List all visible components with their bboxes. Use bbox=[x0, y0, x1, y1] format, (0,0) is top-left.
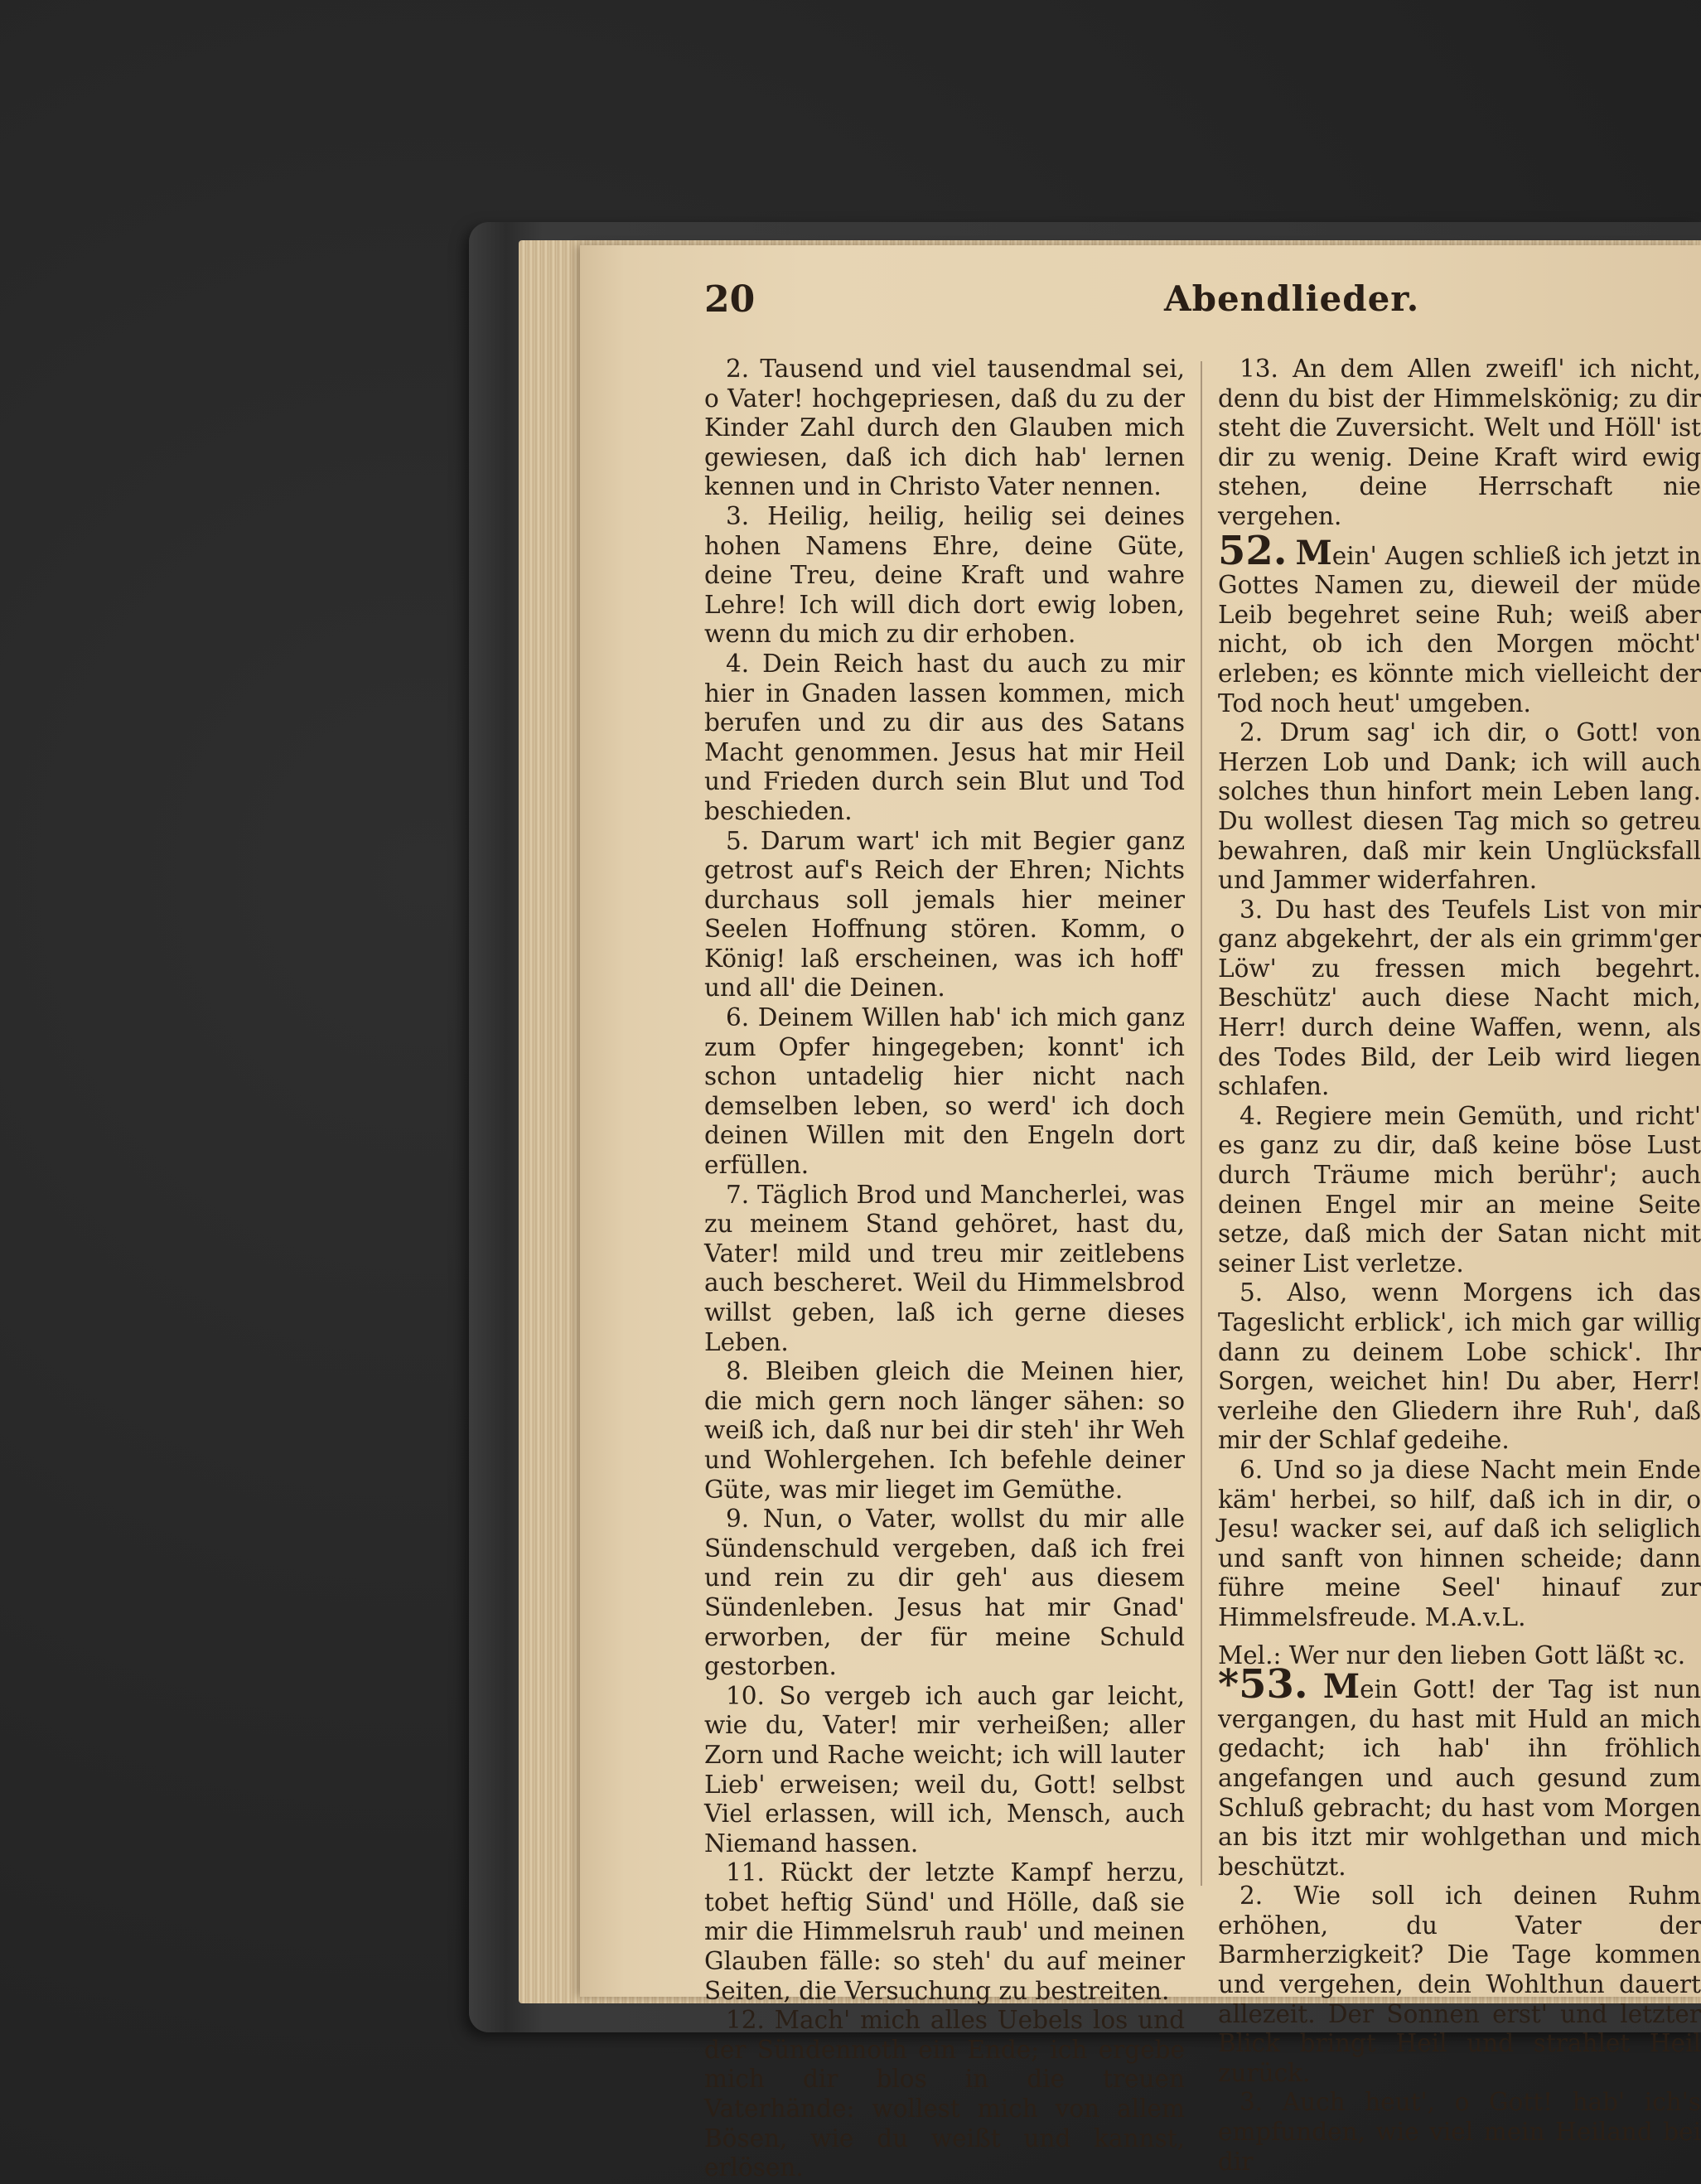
hymn-52-verse-3: 3. Du hast des Teufels List von mir ganz abgekehrt, der als ein grimm'ger Löw' zu fressen mich begehrt. Beschütz' auch diese Nacht mich, Herr! durch deine Waffen, wenn, als des Todes Bild, der Leib wird liegen schlafen. bbox=[1218, 895, 1701, 1101]
verse-13: 13. An dem Allen zweifl' ich nicht, denn du bist der Himmelskönig; zu dir steht die Zuversicht. Welt und Höll' ist dir zu wenig. Deine Kraft wird ewig stehen, deine Herrschaft nie vergehen. bbox=[1218, 355, 1701, 530]
hymn-52-verse-4: 4. Regiere mein Gemüth, und richt' es ganz zu dir, daß keine böse Lust durch Träume mich berühr'; auch deinen Engel mir an meine Seite setze, daß mich der Satan nicht mit seiner List verletze. bbox=[1218, 1101, 1701, 1278]
page-number: 20 bbox=[704, 278, 756, 321]
hymn-53-verse-3: 3. Auch heut', o Gott! hab' ich's empfunden, wie viel mein Heiland bei dir bbox=[1218, 2088, 1701, 2176]
hymn-52-verse-5: 5. Also, wenn Morgens ich das Tageslicht erblick', ich mich gar willig dann zu deinem Lobe schick'. Ihr Sorgen, weichet hin! Du aber, Herr! verleihe den Gliedern ihre Ruh', daß mir der Schlaf gedeihe. bbox=[1218, 1278, 1701, 1455]
verse-5: 5. Darum wart' ich mit Begier ganz getrost auf's Reich der Ehren; Nichts durchaus soll jemals hier meiner Seelen Hoffnung stören. Komm, o König! laß erscheinen, was ich hoff' und all' die Deinen. bbox=[704, 826, 1185, 1003]
hymn-53-initial: M bbox=[1322, 1667, 1360, 1707]
left-column bbox=[704, 355, 1185, 2183]
hymn-52-initial: M bbox=[1295, 533, 1332, 573]
running-head: Abendlieder. bbox=[1164, 278, 1420, 319]
hymn-number-53: *53. bbox=[1218, 1661, 1308, 1708]
verse-3: 3. Heilig, heilig, heilig sei deines hohen Namens Ehre, deine Güte, deine Treu, deine Kraft und wahre Lehre! Ich will dich dort ewig loben, wenn du mich zu dir erhoben. bbox=[704, 501, 1185, 649]
hymn-53-first-verse bbox=[1218, 1661, 1701, 1882]
hymn-53-verse-2: 2. Wie soll ich deinen Ruhm erhöhen, du Vater der Barmherzigkeit? Die Tage kommen und vergehen, dein Wohlthun dauert allezeit. Der Sonnen erst' und letzter Blick bringt Heil und strahlet Heil zurück. bbox=[1218, 1882, 1701, 2087]
hymn-52-first-text: ein' Augen schließ ich jetzt in Gottes Namen zu, dieweil der müde Leib begehret seine Ruh; weiß aber nicht, ob ich den Morgen möcht' erleben; es könnte mich vielleicht der Tod noch heut' umgeben. bbox=[1218, 541, 1701, 718]
verse-11: 11. Rückt der letzte Kampf herzu, tobet heftig Sünd' und Hölle, daß sie mir die Himmelsruh raub' und meinen Glauben fälle: so steh' du auf meiner Seiten, die Versuchung zu bestreiten. bbox=[704, 1858, 1185, 2005]
hymn-53-first-text: ein Gott! der Tag ist nun vergangen, du hast mit Huld an mich gedacht; ich hab' ihn fröhlich angefangen und auch gesund zum Schluß gebracht; du hast vom Morgen an bis itzt mir wohlgethan und mich beschützt. bbox=[1218, 1675, 1701, 1881]
book-page bbox=[580, 245, 1701, 2182]
right-column bbox=[1218, 355, 1701, 2177]
column-divider bbox=[1201, 361, 1202, 1886]
verse-12: 12. Mach' mich alles Uebels los und der Sündennoth ein Ende; ich ergebe mich dir blos in die treuen Vaterhände: wollest mich von allem Bösen, wie du weißt und kannst, erlösen. bbox=[704, 2006, 1185, 2182]
verse-2: 2. Tausend und viel tausendmal sei, o Vater! hochgepriesen, daß du zu der Kinder Zahl durch den Glauben mich gewiesen, daß ich dich hab' lernen kennen und in Christo Vater nennen. bbox=[704, 355, 1185, 501]
verse-7: 7. Täglich Brod und Mancherlei, was zu meinem Stand gehöret, hast du, Vater! mild und treu mir zeitlebens auch bescheret. Weil du Himmelsbrod willst geben, laß ich gerne dieses Leben. bbox=[704, 1180, 1185, 1356]
verse-8: 8. Bleiben gleich die Meinen hier, die mich gern noch länger sähen: so weiß ich, daß nur bei dir steh' ihr Weh und Wohlergehen. Ich befehle deiner Güte, was mir lieget im Gemüthe. bbox=[704, 1357, 1185, 1504]
page-content bbox=[704, 278, 1701, 2182]
verse-6: 6. Deinem Willen hab' ich mich ganz zum Opfer hingegeben; konnt' ich schon untadelig hier nicht nach demselben leben, so werd' ich doch deinen Willen mit den Engeln dort erfüllen. bbox=[704, 1003, 1185, 1180]
verse-9: 9. Nun, o Vater, wollst du mir alle Sündenschuld vergeben, daß ich frei und rein zu dir geh' aus diesem Sündenleben. Jesus hat mir Gnad' erworben, der für meine Schuld gestorben. bbox=[704, 1505, 1185, 1681]
hymn-52-verse-2: 2. Drum sag' ich dir, o Gott! von Herzen Lob und Dank; ich will auch solches thun hinfort mein Leben lang. Du wollest diesen Tag mich so getreu bewahren, daß mir kein Unglücksfall und Jammer widerfahren. bbox=[1218, 718, 1701, 895]
melody-line: Mel.: Wer nur den lieben Gott läßt ꝛc. bbox=[1218, 1640, 1686, 1669]
verse-4: 4. Dein Reich hast du auch zu mir hier in Gnaden lassen kommen, mich berufen und zu dir aus des Satans Macht genommen. Jesus hat mir Heil und Frieden durch sein Blut und Tod beschieden. bbox=[704, 649, 1185, 825]
hymn-52-verse-6: 6. Und so ja diese Nacht mein Ende käm' herbei, so hilf, daß ich in dir, o Jesu! wacker sei, auf daß ich seliglich und sanft von hinnen scheide; dann führe meine Seel' hinauf zur Himmelsfreude. M.A.v.L. bbox=[1218, 1455, 1701, 1631]
hymn-number-52: 52. bbox=[1218, 527, 1288, 574]
page-header bbox=[704, 278, 1701, 328]
verse-10: 10. So vergeb ich auch gar leicht, wie du, Vater! mir verheißen; aller Zorn und Rache weicht; ich will lauter Lieb' erweisen; weil du, Gott! selbst Viel erlassen, will ich, Mensch, auch Niemand hassen. bbox=[704, 1681, 1185, 1858]
hymn-52-first-verse bbox=[1218, 527, 1701, 719]
